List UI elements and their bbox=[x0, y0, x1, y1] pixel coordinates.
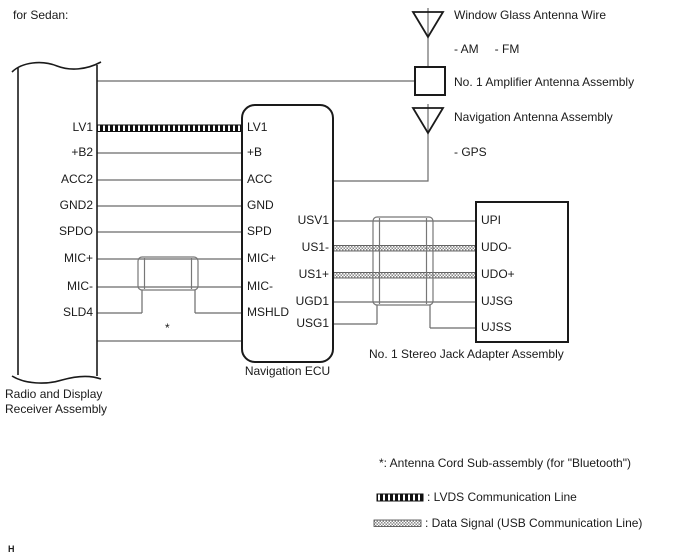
ecu-pin-us1-minus: US1- bbox=[301, 240, 329, 254]
radio-pin-mic-plus: MIC+ bbox=[63, 251, 93, 265]
ecu-pin-usg1: USG1 bbox=[296, 316, 329, 330]
amplifier-antenna-box bbox=[415, 67, 445, 95]
am-band-label: - AM bbox=[454, 42, 479, 56]
legend-note: *: Antenna Cord Sub-assembly (for "Bluetooth") bbox=[379, 456, 631, 470]
jack-pin-udo-minus: UDO- bbox=[481, 240, 512, 254]
radio-pin-spdo: SPDO bbox=[58, 224, 93, 238]
radio-label-line2: Receiver Assembly bbox=[5, 402, 108, 416]
radio-receiver-box bbox=[12, 62, 101, 383]
ecu-pin-usv1: USV1 bbox=[297, 213, 329, 227]
page-title: for Sedan: bbox=[13, 8, 69, 22]
usb-data-line-us1-minus bbox=[333, 246, 476, 252]
lvds-communication-line bbox=[97, 125, 242, 132]
wire-gps bbox=[333, 133, 428, 181]
jack-pin-ujss: UJSS bbox=[481, 320, 512, 334]
radio-pin-b2: +B2 bbox=[71, 145, 93, 159]
ecu-pin-mshld: MSHLD bbox=[247, 305, 290, 319]
ecu-pin-spd: SPD bbox=[247, 224, 272, 238]
radio-box-torn-top bbox=[12, 62, 101, 72]
ecu-pin-mic-minus: MIC- bbox=[247, 279, 273, 293]
lvds-legend-swatch bbox=[377, 494, 423, 501]
usb-shield-outline bbox=[373, 217, 433, 305]
usb-data-line-us1-plus bbox=[333, 273, 476, 279]
ecu-pin-us1-plus: US1+ bbox=[298, 267, 329, 281]
ecu-pin-acc: ACC bbox=[247, 172, 273, 186]
footer-mark: H bbox=[8, 544, 15, 554]
navigation-antenna-label: Navigation Antenna Assembly bbox=[454, 110, 613, 124]
jack-pin-upi: UPI bbox=[481, 213, 502, 227]
ecu-pin-lv1: LV1 bbox=[247, 120, 268, 134]
ecu-pin-mic-plus: MIC+ bbox=[247, 251, 277, 265]
radio-pin-acc2: ACC2 bbox=[60, 172, 93, 186]
fm-band-label: - FM bbox=[494, 42, 520, 56]
amplifier-antenna-label: No. 1 Amplifier Antenna Assembly bbox=[454, 75, 635, 89]
jack-pin-ujsg: UJSG bbox=[481, 294, 514, 308]
radio-label-line1: Radio and Display bbox=[5, 387, 103, 401]
window-glass-antenna-label: Window Glass Antenna Wire bbox=[454, 8, 607, 22]
radio-pin-lv1: LV1 bbox=[72, 120, 93, 134]
ecu-pin-ugd1: UGD1 bbox=[295, 294, 329, 308]
usb-shield-symbol bbox=[373, 217, 433, 305]
ecu-label: Navigation ECU bbox=[244, 364, 331, 378]
asterisk-marker: * bbox=[165, 321, 170, 335]
legend-lvds-label: : LVDS Communication Line bbox=[427, 490, 577, 504]
gps-band-label: - GPS bbox=[454, 145, 487, 159]
ecu-pin-gnd: GND bbox=[247, 198, 274, 212]
radio-label bbox=[5, 387, 107, 417]
usb-legend-swatch bbox=[374, 520, 421, 527]
ecu-pin-b: +B bbox=[247, 145, 263, 159]
antenna-bands bbox=[454, 43, 519, 56]
jack-label: No. 1 Stereo Jack Adapter Assembly bbox=[369, 347, 564, 361]
mic-shield-symbol bbox=[138, 257, 198, 290]
jack-pin-udo-plus: UDO+ bbox=[481, 267, 515, 281]
legend-usb-label: : Data Signal (USB Communication Line) bbox=[425, 516, 643, 530]
radio-pin-sld4: SLD4 bbox=[62, 305, 93, 319]
radio-pin-mic-minus: MIC- bbox=[67, 279, 93, 293]
mic-shield-outline bbox=[138, 257, 198, 290]
radio-pin-gnd2: GND2 bbox=[59, 198, 93, 212]
radio-box-torn-bottom bbox=[12, 376, 101, 383]
